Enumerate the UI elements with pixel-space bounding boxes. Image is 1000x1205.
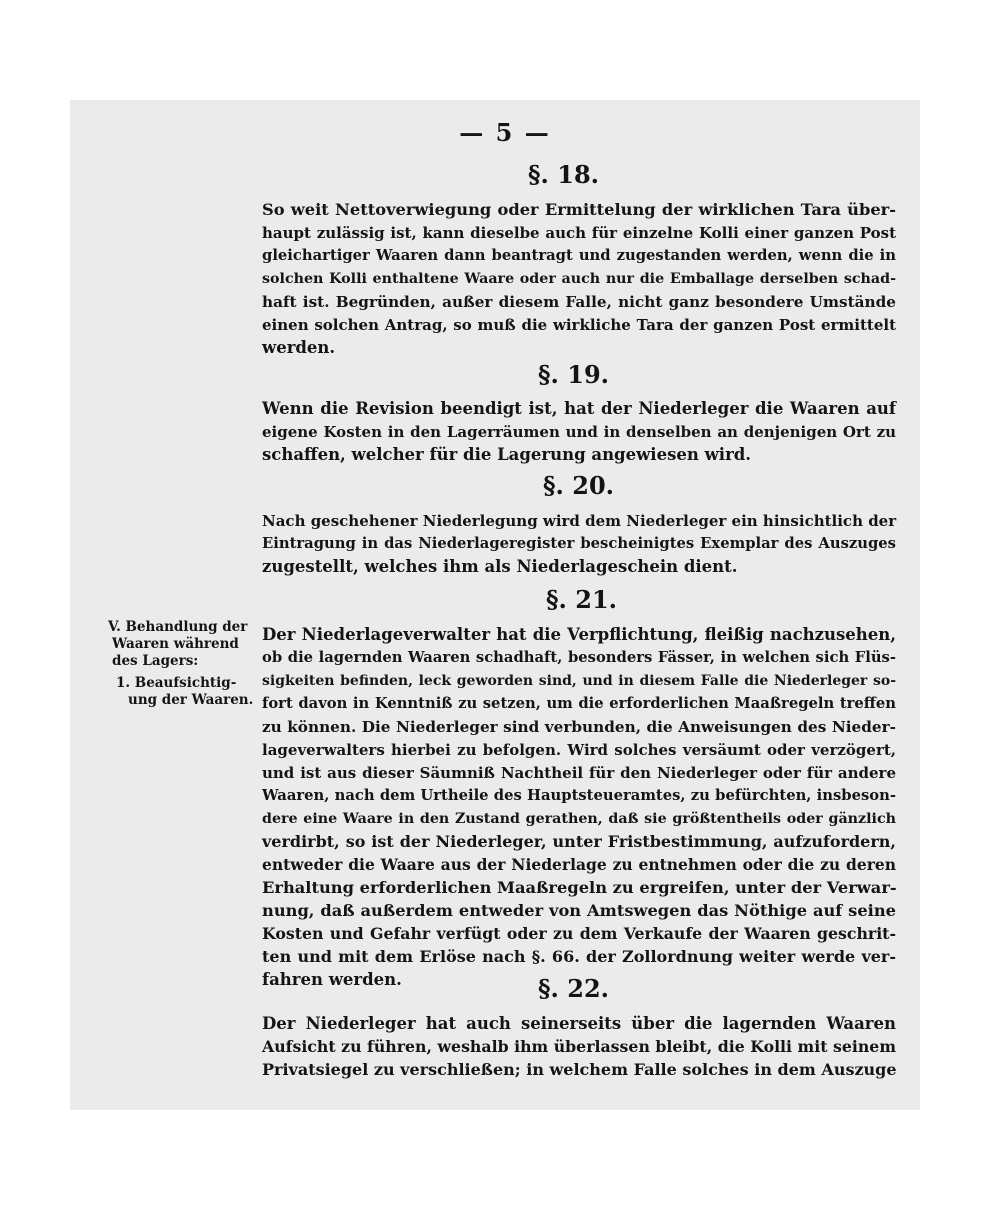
text-line: Erhaltung erforderlichen Maaßregeln zu ergreifen, unter der Verwar-	[262, 878, 897, 897]
text-line: Der Niederlageverwalter hat die Verpflichtung, fleißig nachzusehen,	[262, 625, 896, 644]
text-line: gleichartiger Waaren dann beantragt und zugestanden werden, wenn die in	[262, 247, 896, 264]
text-line: haupt zulässig ist, kann dieselbe auch für einzelne Kolli einer ganzen Post	[262, 224, 896, 242]
text-line: Der Niederleger hat auch seinerseits über die lagernden Waaren	[262, 1014, 896, 1033]
text-line: sigkeiten befinden, leck geworden sind, und in diesem Falle die Niederleger so-	[262, 673, 896, 689]
text-line: Eintragung in das Niederlageregister bescheinigtes Exemplar des Auszuges	[262, 535, 896, 552]
margin-note: 1. Beaufsichtig-	[116, 675, 237, 691]
text-line: ten und mit dem Erlöse nach §. 66. der Zollordnung weiter werde ver-	[262, 947, 896, 966]
margin-note: ung der Waaren.	[128, 692, 254, 708]
text-line: dere eine Waare in den Zustand gerathen, daß sie größtentheils oder gänzlich	[262, 811, 896, 827]
text-line: werden.	[262, 338, 336, 357]
text-line: Wenn die Revision beendigt ist, hat der Niederleger die Waaren auf	[262, 399, 896, 418]
section-heading-18: §. 18.	[528, 160, 600, 189]
margin-note: des Lagers:	[112, 653, 199, 669]
text-line: eigene Kosten in den Lagerräumen und in denselben an denjenigen Ort zu	[262, 423, 896, 441]
text-line: ob die lagernden Waaren schadhaft, besonders Fässer, in welchen sich Flüs-	[262, 649, 896, 666]
text-line: haft ist. Begründen, außer diesem Falle, nicht ganz besondere Umstände	[262, 293, 896, 311]
text-line: schaffen, welcher für die Lagerung angewiesen wird.	[262, 445, 752, 464]
text-line: Kosten und Gefahr verfügt oder zu dem Verkaufe der Waaren geschrit-	[262, 924, 896, 943]
text-line: Nach geschehener Niederlegung wird dem Niederleger ein hinsichtlich der	[262, 512, 897, 530]
section-heading-19: §. 19.	[538, 360, 610, 389]
text-line: Waaren, nach dem Urtheile des Hauptsteueramtes, zu befürchten, insbeson-	[262, 787, 896, 804]
text-line: zu können. Die Niederleger sind verbunden, die Anweisungen des Nieder-	[262, 718, 896, 736]
text-line: nung, daß außerdem entweder von Amtswegen das Nöthige auf seine	[262, 901, 896, 920]
section-heading-22: §. 22.	[538, 974, 610, 1003]
text-line: So weit Nettoverwiegung oder Ermittelung der wirklichen Tara über-	[262, 200, 896, 219]
text-line: zugestellt, welches ihm als Niederlageschein dient.	[262, 557, 738, 576]
text-line: entweder die Waare aus der Niederlage zu entnehmen oder die zu deren	[262, 855, 896, 874]
text-line: fahren werden.	[262, 970, 402, 989]
text-line: Privatsiegel zu verschließen; in welchem Falle solches in dem Auszuge	[262, 1060, 897, 1079]
text-line: verdirbt, so ist der Niederleger, unter Fristbestimmung, aufzufordern,	[262, 832, 896, 851]
text-line: solchen Kolli enthaltene Waare oder auch nur die Emballage derselben schad-	[262, 271, 896, 287]
margin-note: V. Behandlung der	[108, 619, 248, 635]
text-line: fort davon in Kenntniß zu setzen, um die erforderlichen Maaßregeln treffen	[262, 695, 896, 712]
section-heading-20: §. 20.	[543, 471, 615, 500]
text-line: Aufsicht zu führen, weshalb ihm überlassen bleibt, die Kolli mit seinem	[262, 1037, 896, 1056]
text-line: einen solchen Antrag, so muß die wirkliche Tara der ganzen Post ermittelt	[262, 316, 896, 334]
section-heading-21: §. 21.	[546, 585, 618, 614]
page-number: — 5 —	[459, 118, 551, 147]
text-line: lageverwalters hierbei zu befolgen. Wird solches versäumt oder verzögert,	[262, 741, 896, 759]
margin-note: Waaren während	[112, 636, 239, 652]
text-line: und ist aus dieser Säumniß Nachtheil für den Niederleger oder für andere	[262, 764, 896, 782]
